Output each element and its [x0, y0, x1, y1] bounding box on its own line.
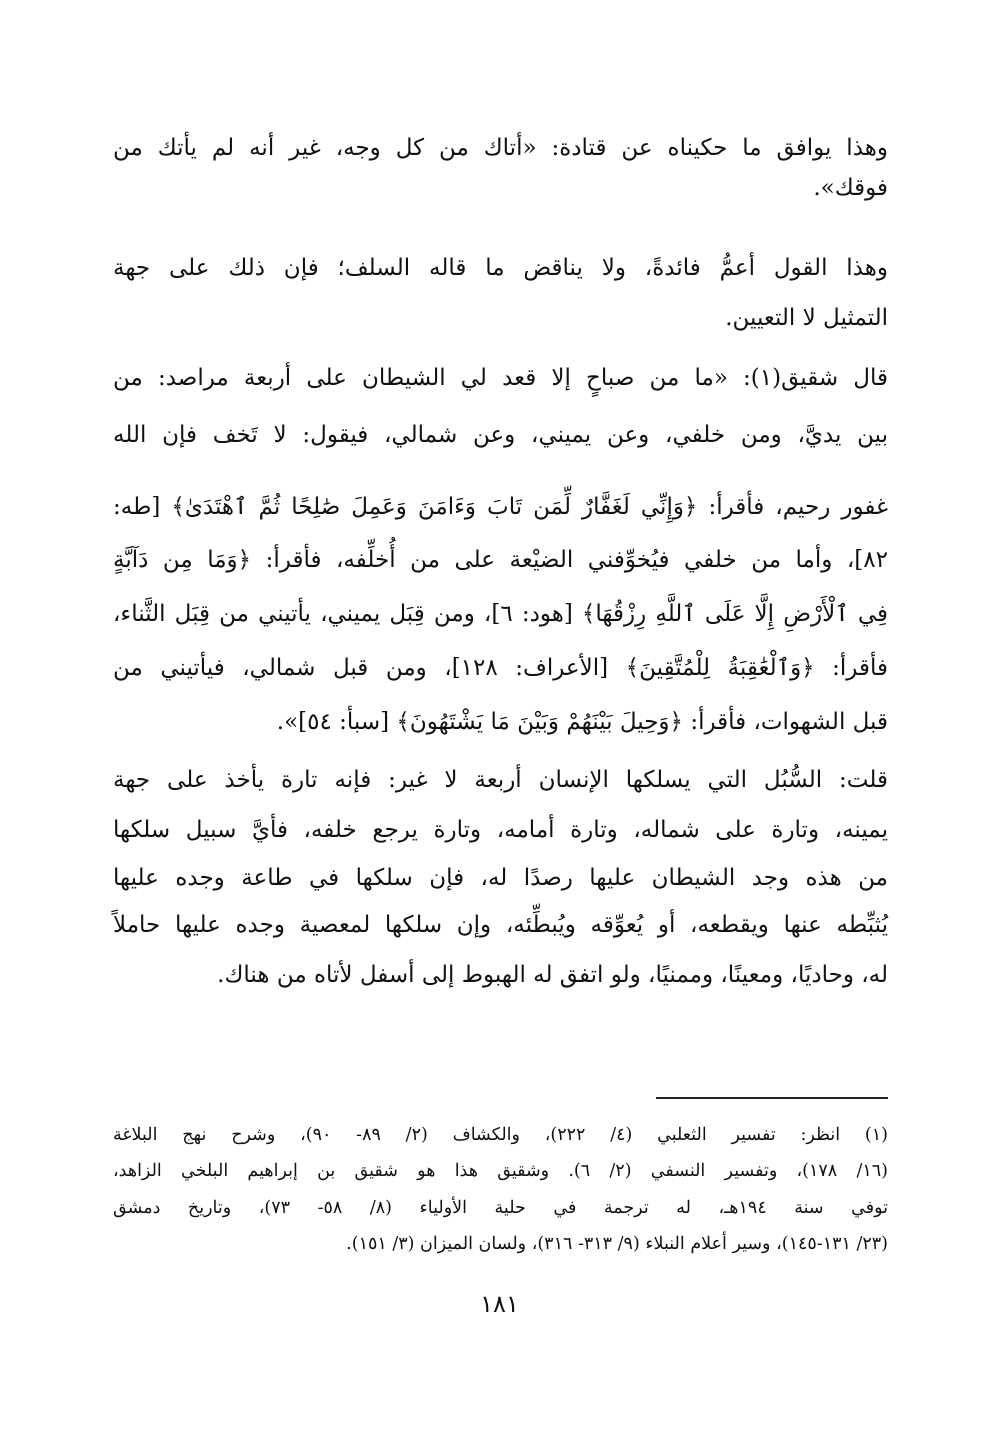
text-line: التمثيل لا التعيين. [725, 305, 888, 331]
quran-line: غفور رحيم، فأقرأ: ﴿وَإِنِّي لَغَفَّارٌ لِّمَن تَابَ وَءَامَنَ وَعَمِلَ صَٰلِحًا ثُمَّ ٱهْتَدَىٰ﴾ [طه: [113, 494, 888, 520]
text-line: بين يديَّ، ومن خلفي، وعن يميني، وعن شمالي، فيقول: لا تَخف فإن الله [113, 422, 888, 448]
text-line: فوقك». [813, 175, 888, 201]
text-line: من هذه وجد الشيطان عليها رصدًا له، فإن سلكها في طاعة وجده عليها [113, 865, 888, 891]
footnote-line: (١٦/ ١٧٨)، وتفسير النسفي (٢/ ٦). وشقيق هذا هو شقيق بن إبراهيم البلخي الزاهد، [113, 1161, 888, 1181]
text-line: وهذا القول أعمُّ فائدةً، ولا يناقض ما قاله السلف؛ فإن ذلك على جهة [113, 255, 888, 281]
text-line: وهذا يوافق ما حكيناه عن قتادة: «أتاك من كل وجه، غير أنه لم يأتك من [113, 135, 888, 161]
text-line: قلت: السُّبُل التي يسلكها الإنسان أربعة لا غير: فإنه تارة يأخذ على جهة [113, 767, 888, 793]
text-line: يمينه، وتارة على شماله، وتارة أمامه، وتارة يرجع خلفه، فأيَّ سبيل سلكها [113, 817, 888, 843]
text-line: له، وحاديًا، ومعينًا، وممنيًا، ولو اتفق له الهبوط إلى أسفل لأتاه من هناك. [217, 962, 888, 988]
quran-line: فِي ٱلْأَرْضِ إِلَّا عَلَى ٱللَّهِ رِزْقُهَا﴾ [هود: ٦]، ومن قِبَل يميني، يأتيني من قِبَل الثَّناء، [113, 601, 888, 627]
footnote-line: توفي سنة ١٩٤هـ، له ترجمة في حلية الأولياء (٨/ ٥٨- ٧٣)، وتاريخ دمشق [113, 1198, 888, 1218]
quran-line: ٨٢]، وأما من خلفي فيُخوِّفني الضيْعة على من أُخلِّفه، فأقرأ: ﴿وَمَا مِن دَآبَّةٍ [113, 547, 888, 573]
footnote-line: (١) انظر: تفسير الثعلبي (٤/ ٢٢٢)، والكشاف (٢/ ٨٩- ٩٠)، وشرح نهج البلاغة [113, 1125, 888, 1145]
page-number: ١٨١ [480, 1290, 519, 1318]
quran-line: فأقرأ: ﴿وَٱلْعَٰقِبَةُ لِلْمُتَّقِينَ﴾ [الأعراف: ١٢٨]، ومن قبل شمالي، فيأتيني من [113, 655, 888, 681]
text-line: قال شقيق(١): «ما من صباحٍ إلا قعد لي الشيطان على أربعة مراصد: من [113, 365, 888, 391]
footnote-line: (٢٣/ ١٣١-١٤٥)، وسير أعلام النبلاء (٩/ ٣١٣- ٣١٦)، ولسان الميزان (٣/ ١٥١). [346, 1234, 888, 1254]
text-line: يُثبِّطه عنها ويقطعه، أو يُعوِّقه ويُبطِّئه، وإن سلكها لمعصية وجده عليها حاملاً [113, 912, 888, 938]
quran-line: قبل الشهوات، فأقرأ: ﴿وَحِيلَ بَيْنَهُمْ وَبَيْنَ مَا يَشْتَهُونَ﴾ [سبأ: ٥٤]». [276, 709, 888, 735]
footnote-divider [656, 1097, 888, 1099]
